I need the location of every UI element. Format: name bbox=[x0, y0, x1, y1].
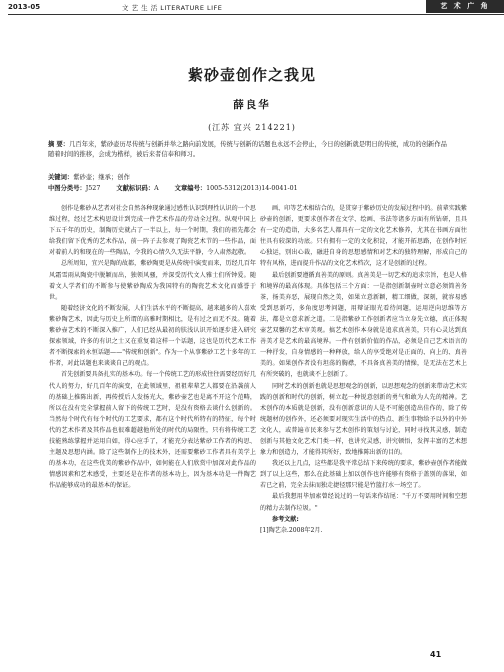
article-id: 文章编号：1005-5312(2013)14-0041-01 bbox=[174, 185, 298, 192]
keywords bbox=[48, 173, 448, 183]
abstract bbox=[48, 140, 448, 160]
body-paragraph: 随着经济文化的不断发展，人们生活水平的不断提高，越来越多的人喜欢紫砂陶艺术，因此与历史上所谓的高雅时期相比，是有过之而无不及。随着紫砂壶艺术的不断深入推广，人们已经从最初的肤浅认识开始逐步进入研究探索领域，许多的有识之士又在重复着这样一个话题，这也是历代艺术工作者不断探索的永恒话题——"传统和创新"。作为一个从事紫砂工艺十多年的工作者，对此话题也来谈谈自己的观点。 bbox=[49, 304, 256, 368]
body-paragraph: 最后创新要遵循真善美的原则。真善美是一切艺术的追求宗旨，也是人格和境界的最高体现。具体包括三个方面：一是指创新制壶时立意必须简善务茶，扬美弃恶，展现自然之美，如果立意新颖，精工细做，深刻，就容易感受到思新巧，多角度思考问题，用辩证眼光看待问题，运用逆向思维等方法，都是立意求新之道。二是指紫砂工作创新者应当立身先立德，真正体现壶艺双馨的艺术审美观。搞艺术创作本身就是追求真善美，只有心灵达到真善美才是艺术的最高境界。一件有创新价值的作品，必须是自己艺术语言的一种抒发，自身情感的一种释放，给人的享受绝对是正面的、向上的、真善美的。如果创作者没有坦荡的胸襟，不具备真善美的情操，是无法在艺术上有所突破的，也就谈不上创新了。 bbox=[260, 271, 467, 379]
body-paragraph: 总所周知，宜兴是陶的故都，紫砂陶更是从传统中演变而来，历经几百年风霜雪雨从陶瓷中脱颖而出，独领风骚，并深受历代文人雅士们所钟爱。随着文人学者们的不断参与使紫砂陶成为我国特有的陶瓷艺术文化而盛誉于世。 bbox=[49, 260, 256, 301]
abstract-label: 摘 要： bbox=[48, 141, 70, 148]
body-left-column bbox=[49, 203, 256, 491]
classification-line bbox=[48, 184, 448, 194]
clc-number: 中图分类号：J527 bbox=[48, 185, 101, 192]
body-paragraph: 创作是紫砂从艺者对社会自然各种现象通过感性认识到理性认识的一个思维过程，经过艺术构思设计到完成一件艺术作品的劳动全过程。纵观中国上下五千年的历史，制陶历史就占了一半以上，每一个时期，我们的祖先都会给我们留下优秀的艺术作品，前一阵子去参观了陶瓷艺术节的一些作品，面对着前人的和现在的一些陶品，令我的心情久久无法平静，令人肃然起敬。 bbox=[49, 205, 256, 257]
author-affiliation: (江苏 宜兴 214221) bbox=[208, 123, 296, 132]
author-name: 薛良华 bbox=[233, 99, 271, 111]
header-rule bbox=[8, 14, 504, 15]
page-number: 41 bbox=[430, 650, 442, 659]
body-paragraph: 我还以上几点，这些都是我平常总结下来传统的要求，紫砂壶创作者能做到了以上这些，那么在此基础上加以创作也许能够有资格于盖别的落果，如若已之前，完全去抹而独走捷径那只能是竹篮打水一场空了。 bbox=[260, 460, 467, 490]
document-code: 文献标识码：A bbox=[116, 185, 159, 192]
article-title: 紫砂壶创作之我见 bbox=[187, 66, 316, 84]
body-right-column bbox=[260, 203, 467, 536]
keywords-text: 紫砂壶；继承；创作 bbox=[73, 174, 130, 181]
issue-date: 2013-05 bbox=[8, 3, 41, 11]
body-paragraph: 首先创新要具备扎实的基本功。每一个传统工艺的形成往往需要经历好几代人的努力，好几百年的演变，在此领域里，祖祖辈辈艺人都要在沿袭前人的基础上推陈出新，再传授后人发扬光大，紫砂壶艺也是离不开这个范畴，所以在没有完全掌握前人留下的传统工艺时，是没有资格去谈什么创新的。当然每个时代有每个时代的工艺要求，都有这个时代所特有的特征，每个时代的艺术作者及其作品也很难超越他所处的时代的局限性，只有将传统工艺技能熟练掌握并运用自如，得心应手了，才能充分表达紫砂工作者的构思、主题及思想内涵。除了这些制作上的技术外，还需要紫砂工作者具有美学上的基本功，在这些优美的紫砂作品中，如何能在人们欣赏中加深对此作品的情感因素和艺术感受，主要还是在作者的基本功上，因为基本功是一件陶艺作品能够成功的最基本的保证。 bbox=[49, 371, 256, 490]
reference-item: [1]陶艺杂.2008年2月. bbox=[260, 526, 323, 534]
body-paragraph: 画、印等艺术相结合的，是贯穿于紫砂历史的发展过程中的。前辈实践紫砂壶的创新，更要求创作者在文学、绘画、书法等诸多方面有所钻研，且具有一定的造诣，大多名艺人都具有一定的文化艺术修养，尤其在书画方面往往具有较深的功底。只有拥有一定的文化积淀，才能开拓思路，在创作时匠心独运，别出心裁，融进自身的思想感情和对艺术的独特理解，形成自己的特有风格，进而提升作品的文化艺术档次，这才是创新的过程。 bbox=[260, 205, 467, 268]
section-label: 艺 术 广 角 bbox=[426, 0, 504, 13]
abstract-text: 几百年来，紫砂壶历尽传统与创新并举之路向前发展，传统与创新的话题也永远不会停止，今日的创新就是明日的传统，成功的创新作品随着时间的推移，会成为楷样，被后来者信奉和师习。 bbox=[48, 141, 447, 158]
references-heading: 参考文献: bbox=[272, 515, 299, 523]
journal-name: 文 艺 生 活 LITERATURE LIFE bbox=[122, 4, 223, 12]
running-header bbox=[0, 0, 504, 16]
body-paragraph: 最后我想用毕加索曾经说过的一句话来作结尾："千万不要用时间和空想的精力去制作垃圾。" bbox=[260, 493, 467, 512]
keywords-label: 关键词： bbox=[48, 174, 74, 181]
body-paragraph: 同时艺术的创新也就是思想观念的创新，以思想观念的创新来带动艺术实践的创新和时代的创新，树立起一种锐意创新的勇气和敢为人先的精神。艺术创作的本质就是创新，没有创新意识的人是不可能创造出佳作的，除了传统题材的创作外，还必须要对现实生活中的热点、新生事物给予以外的中外文化人，或普遍市民来参与艺术创作的策划与讨论，同时寻找其灵感，制造创新与其他文化艺术门类一样，也讲究灵感，讲究顿悟，发挥丰富的艺术想象力和创造力，才能得其所好，致地推陈出新的目的。 bbox=[260, 382, 467, 457]
